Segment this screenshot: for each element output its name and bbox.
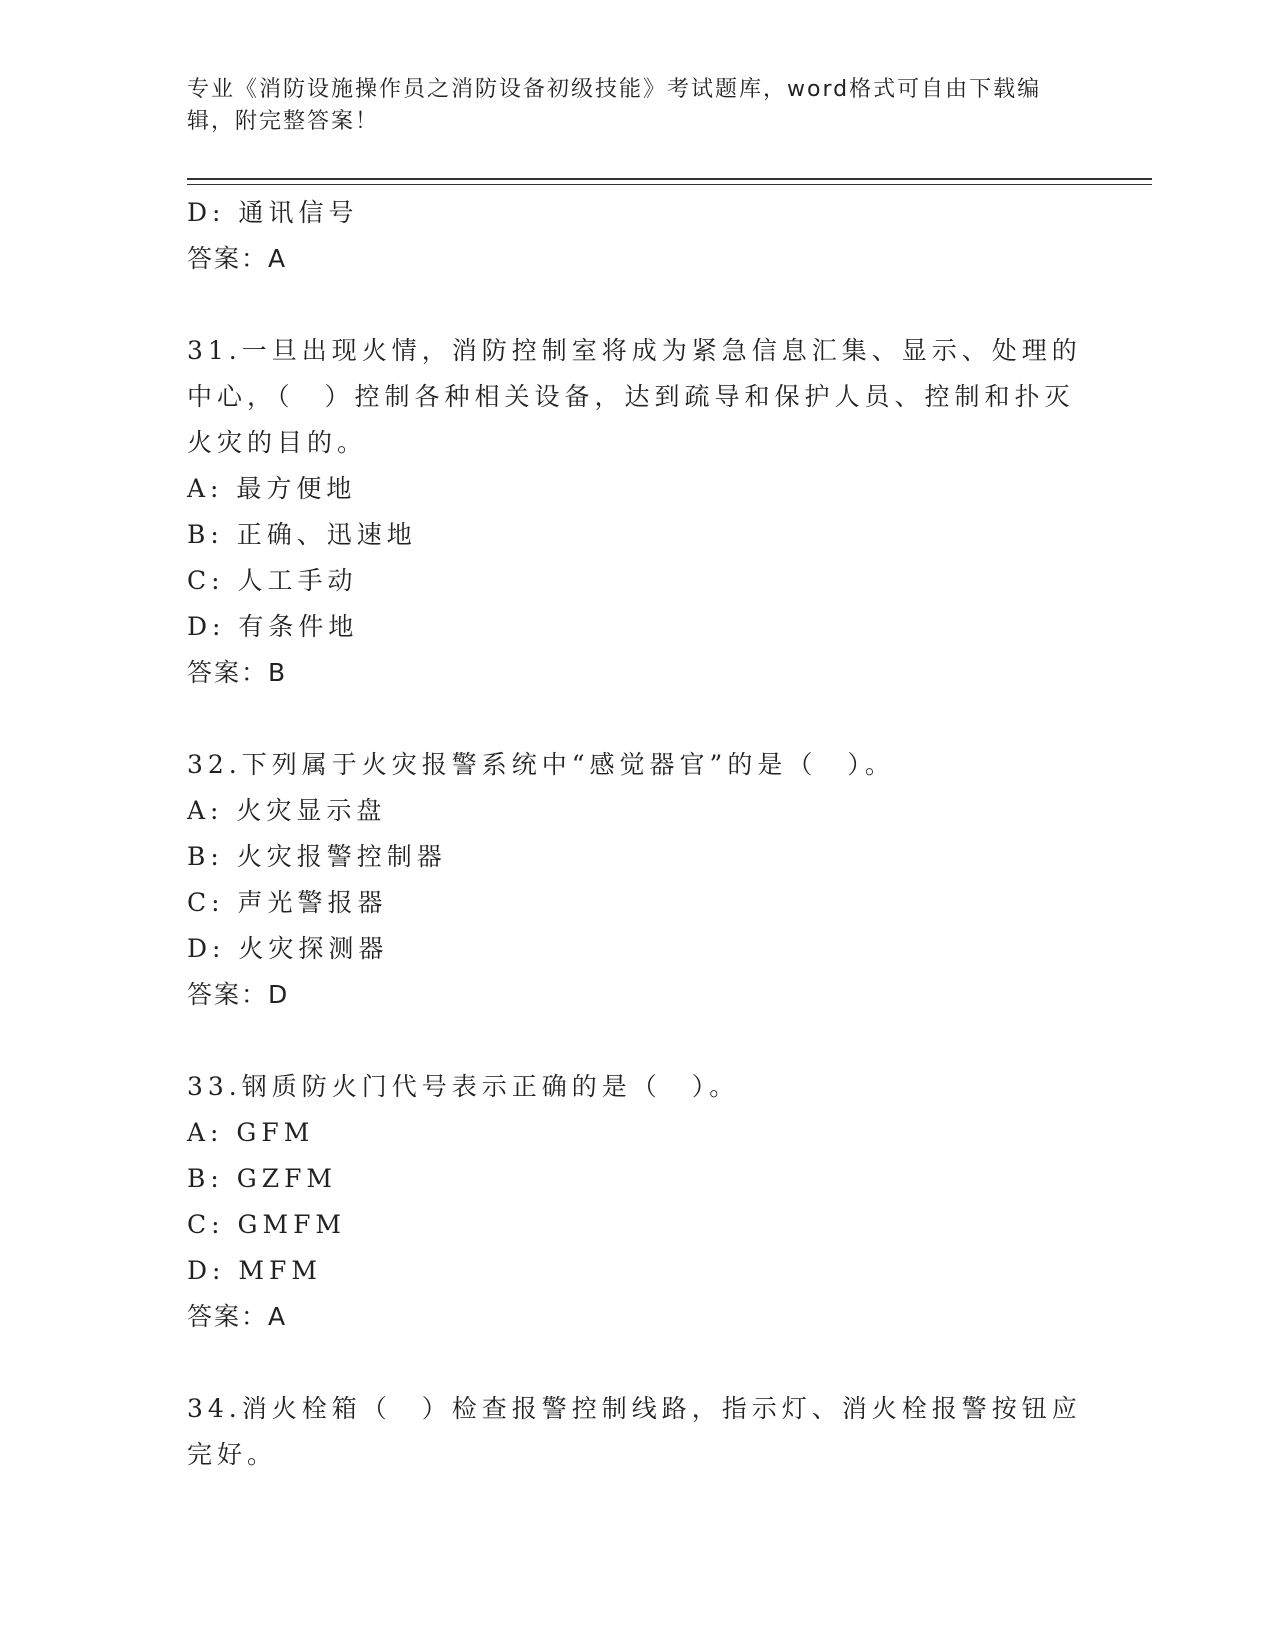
document-body <box>187 190 1087 1478</box>
option-a: A: 火灾显示盘 <box>187 796 387 825</box>
answer: 答案：B <box>187 658 288 687</box>
option-b: B: 火灾报警控制器 <box>187 842 447 871</box>
option-d: D: 有条件地 <box>187 612 359 641</box>
question-33 <box>187 1064 1087 1340</box>
answer: 答案：A <box>187 1302 288 1331</box>
option-c: C: 声光警报器 <box>187 888 388 917</box>
option-c: C: 人工手动 <box>187 566 358 595</box>
prev-option-d: D: 通讯信号 <box>187 198 359 227</box>
question-34 <box>187 1386 1087 1478</box>
option-d: D: 火灾探测器 <box>187 934 389 963</box>
document-header: 专业《消防设施操作员之消防设备初级技能》考试题库，word格式可自由下载编辑，附完整答案！ <box>187 77 1042 134</box>
option-a: A: GFM <box>187 1118 315 1147</box>
answer: 答案：D <box>187 980 290 1009</box>
question-text: 33.钢质防火门代号表示正确的是（ ）。 <box>187 1072 740 1101</box>
prev-answer: 答案：A <box>187 244 288 273</box>
question-32 <box>187 742 1087 1018</box>
option-a: A: 最方便地 <box>187 474 357 503</box>
question-31 <box>187 328 1087 696</box>
option-d: D: MFM <box>187 1256 322 1285</box>
option-c: C: GMFM <box>187 1210 347 1239</box>
question-text: 31.一旦出现火情，消防控制室将成为紧急信息汇集、显示、处理的中心，（ ）控制各种相关设备，达到疏导和保护人员、控制和扑灭火灾的目的。 <box>187 336 1082 457</box>
option-b: B: 正确、迅速地 <box>187 520 417 549</box>
question-text: 34.消火栓箱（ ）检查报警控制线路，指示灯、消火栓报警按钮应完好。 <box>187 1394 1082 1469</box>
question-text: 32.下列属于火灾报警系统中“感觉器官”的是（ ）。 <box>187 750 895 779</box>
header-divider-bottom <box>187 184 1152 185</box>
header-divider-top <box>187 178 1152 180</box>
option-b: B: GZFM <box>187 1164 338 1193</box>
